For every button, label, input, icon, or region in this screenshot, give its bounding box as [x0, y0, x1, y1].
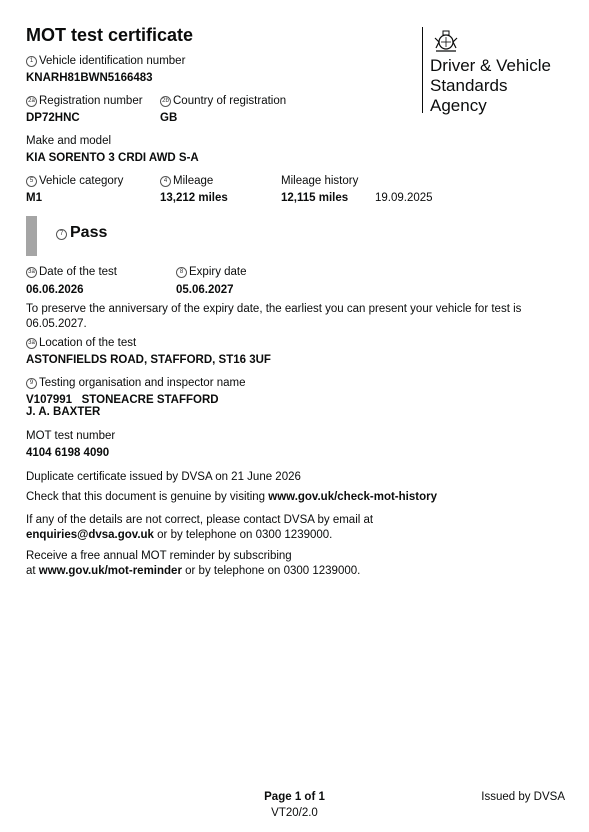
country-value: GB [160, 112, 178, 124]
field-number-badge: 2b [160, 96, 171, 107]
registration-value: DP72HNC [26, 112, 80, 124]
agency-name [430, 56, 580, 116]
field-number-badge: 7 [56, 229, 67, 240]
agency-line-2: Standards [430, 76, 508, 95]
contact-note: If any of the details are not correct, please contact DVSA by email at enquiries@dvsa.gov.uk or by telephone on 0300 1239000. [26, 514, 374, 541]
agency-line-1: Driver & Vehicle [430, 56, 551, 75]
mileage-history-label: Mileage history [281, 175, 359, 187]
field-number-badge: 4 [160, 176, 171, 187]
organisation-value: V107991 STONEACRE STAFFORD [26, 394, 219, 406]
contact-email-link[interactable]: enquiries@dvsa.gov.uk [26, 529, 154, 541]
vin-value: KNARH81BWN5166483 [26, 72, 153, 84]
agency-line-3: Agency [430, 96, 487, 115]
page-title: MOT test certificate [26, 25, 194, 45]
field-number-badge: 5 [26, 176, 37, 187]
check-link[interactable]: www.gov.uk/check-mot-history [268, 491, 437, 503]
mileage-history-value: 12,115 miles [281, 192, 349, 204]
page-number: Page 1 of 1 [264, 791, 325, 803]
test-date-label: 3a Date of the test [26, 266, 117, 278]
category-label: 5 Vehicle category [26, 175, 123, 187]
expiry-date-label: 8 Expiry date [176, 266, 247, 278]
inspector-name: J. A. BAXTER [26, 406, 101, 418]
result-pass: Pass [70, 224, 108, 241]
test-date-value: 06.06.2026 [26, 284, 84, 296]
category-value: M1 [26, 192, 42, 204]
organisation-label: 9 Testing organisation and inspector name [26, 377, 246, 389]
location-label: 3a Location of the test [26, 337, 136, 349]
issued-by: Issued by DVSA [481, 791, 565, 803]
reminder-note: Receive a free annual MOT reminder by subscribing at www.gov.uk/mot-reminder or by telephone on 0300 1239000. [26, 550, 361, 577]
make-model-label: Make and model [26, 135, 112, 147]
mileage-history-date: 19.09.2025 [375, 192, 433, 204]
result-number [56, 229, 69, 240]
royal-crest-icon [430, 28, 462, 54]
vin-label: 1 Vehicle identification number [26, 55, 185, 67]
field-number-badge: 9 [26, 378, 37, 389]
field-number-badge: 3a [26, 267, 37, 278]
mileage-label: 4 Mileage [160, 175, 213, 187]
test-number-value: 4104 6198 4090 [26, 447, 110, 459]
expiry-date-value: 05.06.2027 [176, 284, 234, 296]
field-number-badge: 1 [26, 56, 37, 67]
check-note: Check that this document is genuine by visiting www.gov.uk/check-mot-history [26, 491, 437, 503]
mileage-value: 13,212 miles [160, 192, 228, 204]
brand-divider [422, 27, 423, 113]
result-bar [26, 216, 37, 256]
field-number-badge: 3a [26, 338, 37, 349]
reminder-link[interactable]: www.gov.uk/mot-reminder [38, 565, 182, 577]
anniversary-note: To preserve the anniversary of the expiry date, the earliest you can present your vehicle for test is 06.05.2027. [26, 303, 522, 330]
form-code: VT20/2.0 [271, 807, 318, 819]
test-number-label: MOT test number [26, 430, 116, 442]
country-label: 2b Country of registration [160, 95, 286, 107]
registration-label: 2a Registration number [26, 95, 143, 107]
field-number-badge: 8 [176, 267, 187, 278]
make-model-value: KIA SORENTO 3 CRDI AWD S-A [26, 152, 199, 164]
location-value: ASTONFIELDS ROAD, STAFFORD, ST16 3UF [26, 354, 271, 366]
duplicate-note: Duplicate certificate issued by DVSA on 21 June 2026 [26, 471, 301, 483]
field-number-badge: 2a [26, 96, 37, 107]
